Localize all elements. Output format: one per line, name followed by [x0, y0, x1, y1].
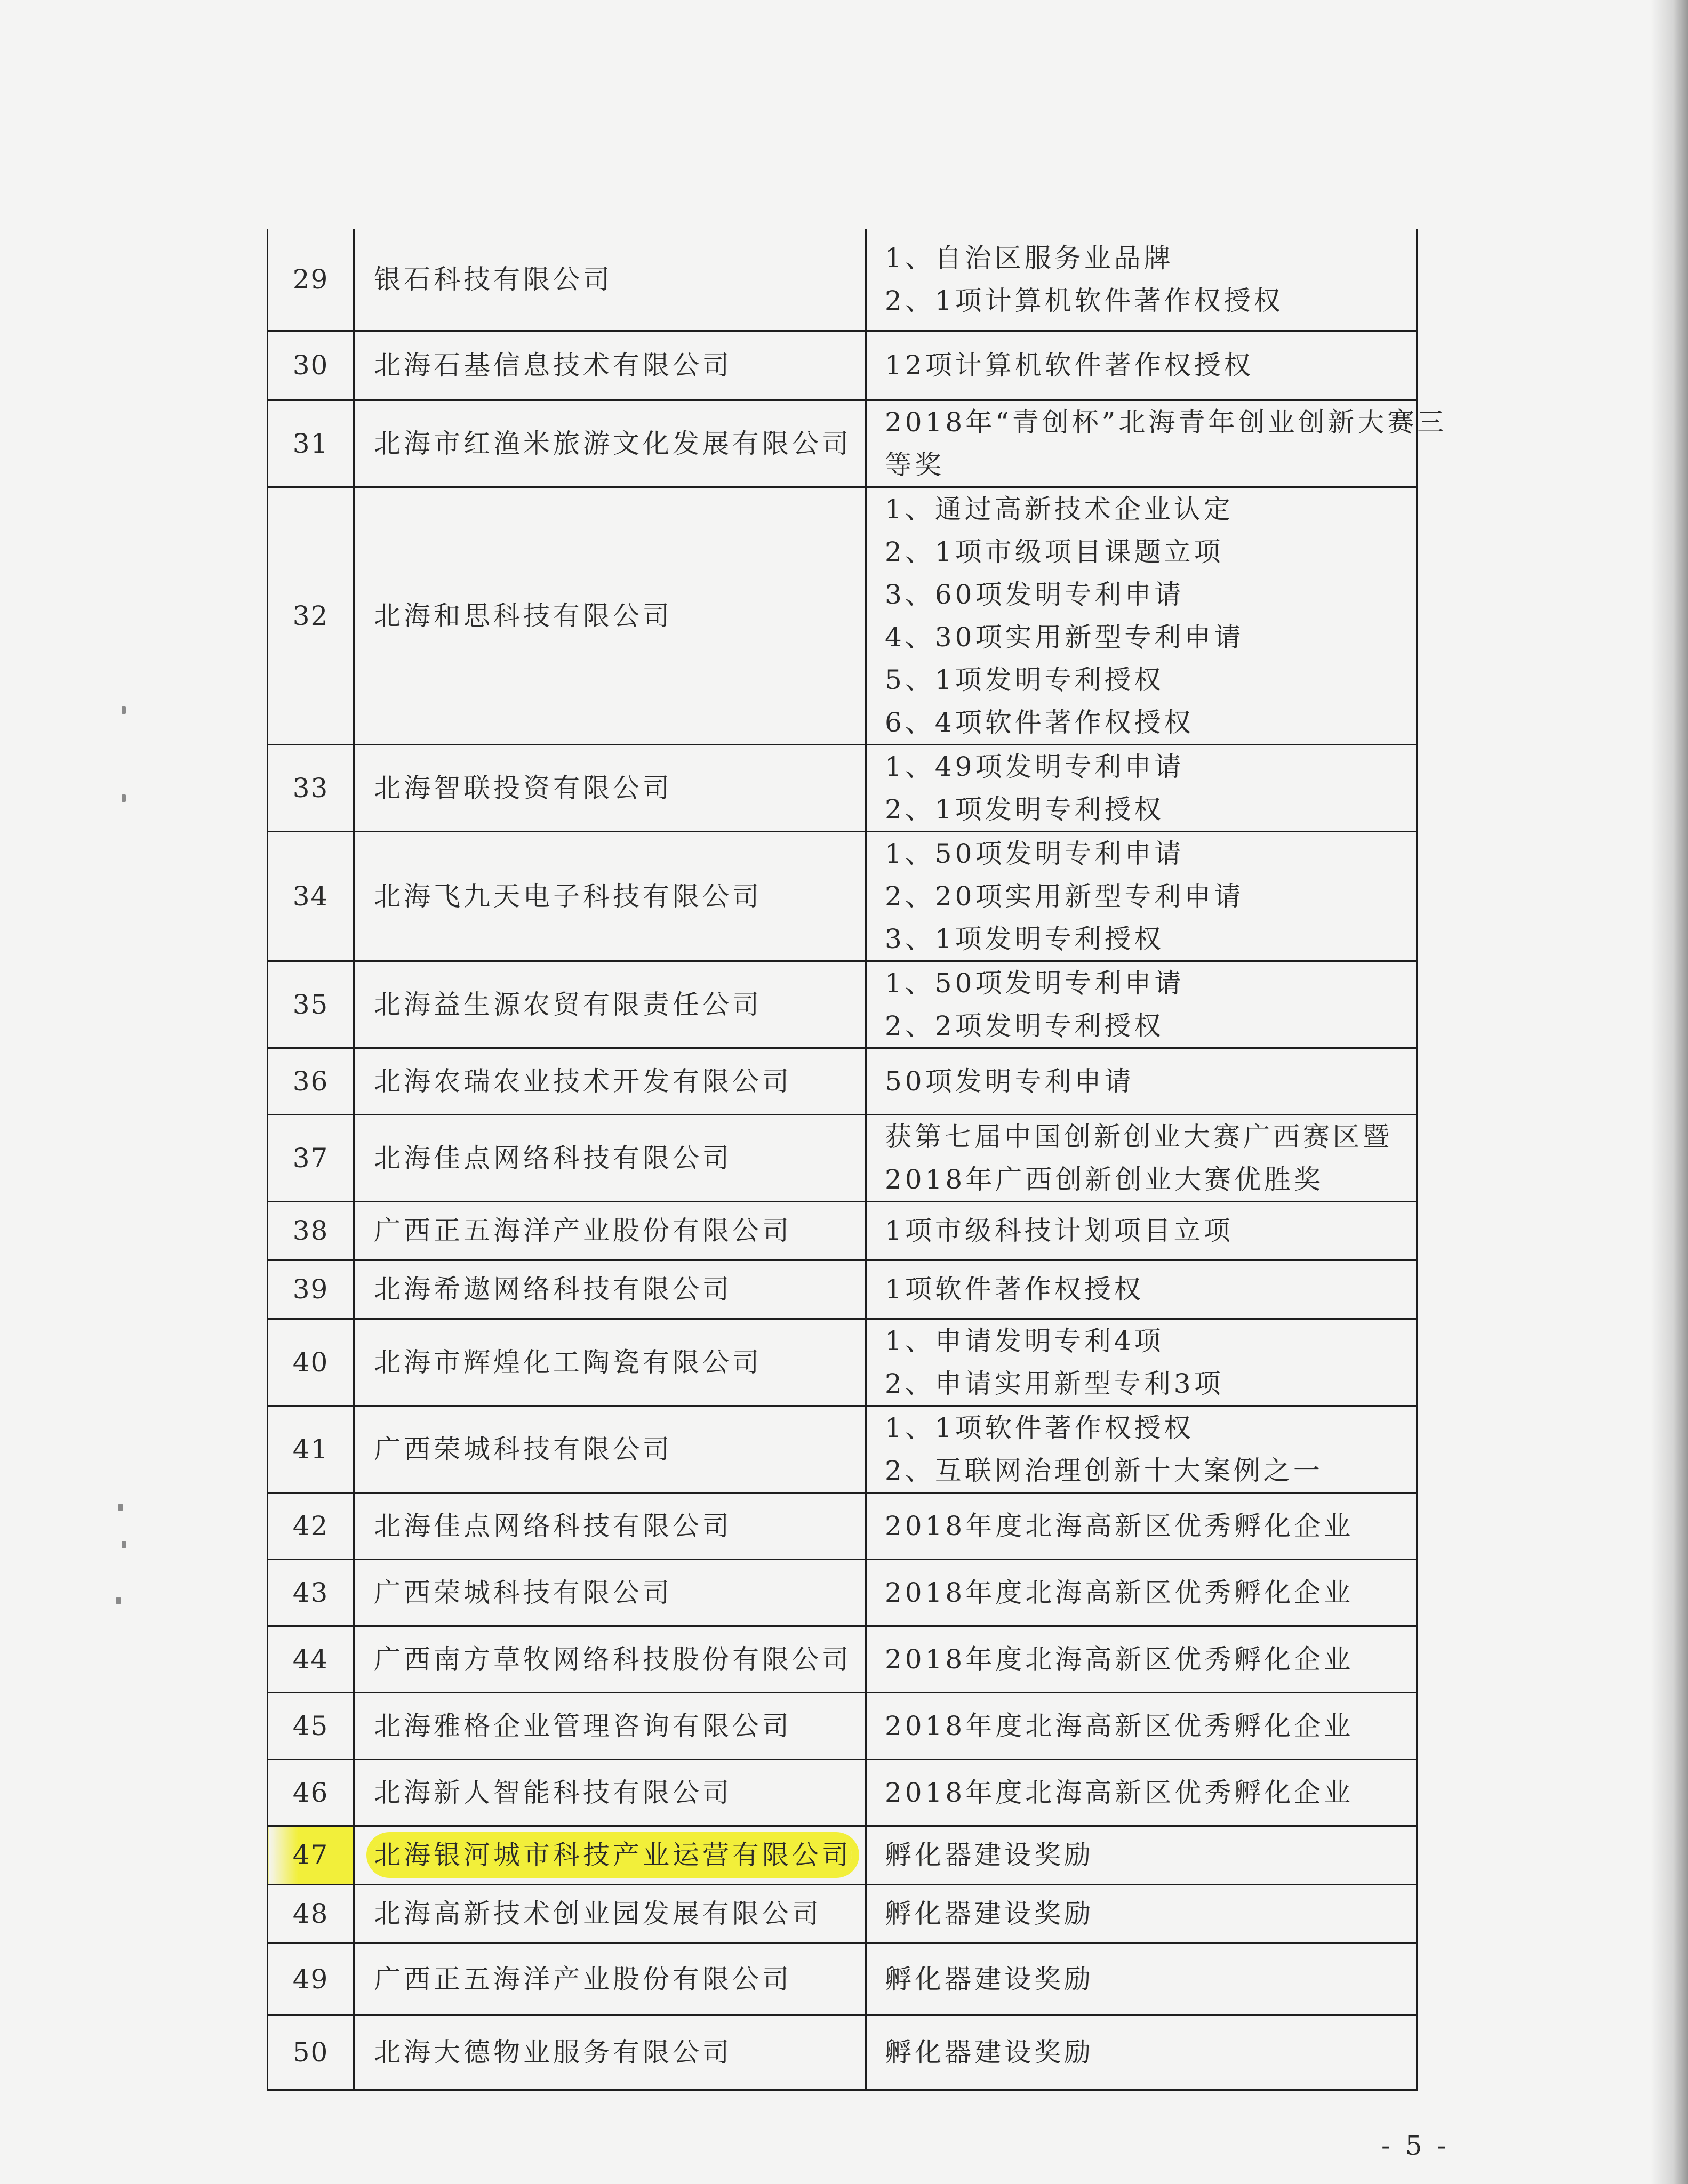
award-cell [866, 1201, 1417, 1260]
row-number: 36 [268, 1048, 354, 1114]
row-number: 49 [268, 1943, 354, 2015]
scan-speck [116, 1597, 121, 1604]
award-line: 1项市级科技计划项目立项 [885, 1215, 1234, 1246]
award-line: 3、1项发明专利授权 [885, 923, 1164, 954]
row-number: 50 [268, 2015, 354, 2090]
award-line: 2018年度北海高新区优秀孵化企业 [885, 1510, 1354, 1541]
award-line: 2、2项发明专利授权 [885, 1010, 1164, 1041]
table-row [268, 1114, 1417, 1201]
table-row [268, 1692, 1417, 1759]
company-name-cell [354, 831, 866, 961]
table-row [268, 1559, 1417, 1626]
company-name-cell [354, 1048, 866, 1114]
row-number: 43 [268, 1559, 354, 1626]
scan-edge-shadow [1651, 0, 1688, 2184]
award-cell [866, 1759, 1417, 1826]
company-name-cell [354, 1826, 866, 1884]
company-name: 北海佳点网络科技有限公司 [374, 1142, 732, 1174]
table-row [268, 1884, 1417, 1943]
table-row [268, 2015, 1417, 2090]
table-row [268, 1201, 1417, 1260]
award-line: 12项计算机软件著作权授权 [885, 350, 1254, 381]
award-cell [866, 487, 1417, 744]
award-cell [866, 1048, 1417, 1114]
award-line: 2、20项实用新型专利申请 [885, 880, 1244, 912]
row-number: 45 [268, 1692, 354, 1759]
award-line: 2018年度北海高新区优秀孵化企业 [885, 1710, 1354, 1741]
table-row [268, 1319, 1417, 1406]
award-line: 5、1项发明专利授权 [885, 664, 1164, 695]
table-row [268, 1759, 1417, 1826]
company-name-cell [354, 744, 866, 831]
company-name-cell [354, 2015, 866, 2090]
company-name-cell [354, 1406, 866, 1492]
company-name-cell [354, 1943, 866, 2015]
table-row [268, 1492, 1417, 1559]
row-number: 33 [268, 744, 354, 831]
award-line: 等奖 [885, 449, 945, 480]
scan-speck [122, 794, 126, 802]
table-row [268, 961, 1417, 1048]
row-number: 48 [268, 1884, 354, 1943]
company-name: 北海智联投资有限公司 [374, 772, 673, 804]
company-name: 银石科技有限公司 [374, 264, 613, 295]
award-line: 2、互联网治理创新十大案例之一 [885, 1455, 1323, 1486]
award-line: 2、1项计算机软件著作权授权 [885, 285, 1284, 317]
company-name-cell [354, 1559, 866, 1626]
award-line: 6、4项软件著作权授权 [885, 706, 1194, 738]
award-cell [866, 1943, 1417, 2015]
award-line: 孵化器建设奖励 [885, 2037, 1094, 2068]
row-number: 34 [268, 831, 354, 961]
company-name: 广西正五海洋产业股份有限公司 [374, 1215, 792, 1246]
company-name: 北海市辉煌化工陶瓷有限公司 [374, 1346, 762, 1378]
company-name: 北海新人智能科技有限公司 [374, 1777, 732, 1808]
award-cell [866, 1692, 1417, 1759]
company-name: 北海大德物业服务有限公司 [374, 2037, 732, 2068]
row-number: 31 [268, 400, 354, 487]
award-cell [866, 1884, 1417, 1943]
award-line: 2、申请实用新型专利3项 [885, 1368, 1224, 1399]
company-name: 广西南方草牧网络科技股份有限公司 [374, 1643, 852, 1675]
award-cell [866, 229, 1417, 331]
company-name: 北海高新技术创业园发展有限公司 [374, 1898, 822, 1929]
row-number: 44 [268, 1626, 354, 1692]
company-name-cell [354, 1759, 866, 1826]
table-row [268, 1260, 1417, 1319]
table-row [268, 487, 1417, 744]
company-name-cell [354, 487, 866, 744]
company-name-cell [354, 1884, 866, 1943]
award-line: 2、1项市级项目课题立项 [885, 536, 1224, 567]
table-row [268, 1943, 1417, 2015]
company-name: 广西荣城科技有限公司 [374, 1433, 673, 1465]
company-name-cell [354, 331, 866, 400]
row-number: 32 [268, 487, 354, 744]
table-row [268, 331, 1417, 400]
award-line: 2018年度北海高新区优秀孵化企业 [885, 1643, 1354, 1675]
scan-speck [122, 1541, 126, 1548]
company-name-cell [354, 1492, 866, 1559]
row-number: 29 [268, 229, 354, 331]
company-name-cell [354, 1692, 866, 1759]
award-cell [866, 331, 1417, 400]
award-line: 1、通过高新技术企业认定 [885, 493, 1234, 525]
award-line: 2018年度北海高新区优秀孵化企业 [885, 1577, 1354, 1608]
table-row [268, 1048, 1417, 1114]
award-cell [866, 400, 1447, 487]
page-number: - 5 - [1381, 2130, 1450, 2161]
award-cell [866, 1626, 1417, 1692]
company-name-cell [354, 1626, 866, 1692]
award-cell [866, 961, 1417, 1048]
company-name: 北海飞九天电子科技有限公司 [374, 880, 762, 912]
award-cell [866, 831, 1417, 961]
award-line: 50项发明专利申请 [885, 1065, 1134, 1097]
award-line: 孵化器建设奖励 [885, 1840, 1094, 1870]
award-cell [866, 2015, 1417, 2090]
table-row [268, 1826, 1417, 1884]
company-name-cell [354, 961, 866, 1048]
row-number: 42 [268, 1492, 354, 1559]
award-line: 1、1项软件著作权授权 [885, 1412, 1194, 1443]
row-number: 35 [268, 961, 354, 1048]
company-name: 北海和思科技有限公司 [374, 600, 673, 631]
row-number: 37 [268, 1114, 354, 1201]
row-number: 41 [268, 1406, 354, 1492]
award-line: 1项软件著作权授权 [885, 1274, 1144, 1305]
row-number: 46 [268, 1759, 354, 1826]
company-name: 广西荣城科技有限公司 [374, 1577, 673, 1608]
award-cell [866, 1406, 1417, 1492]
award-line: 2018年度北海高新区优秀孵化企业 [885, 1777, 1354, 1808]
scan-speck [122, 706, 126, 714]
award-line: 4、30项实用新型专利申请 [885, 621, 1244, 653]
award-line: 2、1项发明专利授权 [885, 793, 1164, 825]
company-name: 北海希遨网络科技有限公司 [374, 1274, 732, 1305]
table-row [268, 229, 1417, 331]
award-cell [866, 1559, 1417, 1626]
company-name: 北海佳点网络科技有限公司 [374, 1510, 732, 1541]
award-line: 孵化器建设奖励 [885, 1898, 1094, 1929]
company-name-cell [354, 229, 866, 331]
award-line: 1、49项发明专利申请 [885, 751, 1185, 782]
row-number: 30 [268, 331, 354, 400]
table-row [268, 1626, 1417, 1692]
award-cell [866, 1260, 1417, 1319]
company-name: 北海农瑞农业技术开发有限公司 [374, 1065, 792, 1097]
row-number: 38 [268, 1201, 354, 1260]
table-row [268, 831, 1417, 961]
company-name-cell [354, 400, 866, 487]
award-cell [866, 1114, 1417, 1201]
award-line: 1、申请发明专利4项 [885, 1325, 1164, 1356]
award-line: 获第七届中国创新创业大赛广西赛区暨 [885, 1121, 1393, 1152]
row-number: 40 [268, 1319, 354, 1406]
award-line: 2018年广西创新创业大赛优胜奖 [885, 1163, 1324, 1195]
row-number: 39 [268, 1260, 354, 1319]
award-cell [866, 1826, 1417, 1884]
award-line: 1、50项发明专利申请 [885, 967, 1185, 999]
company-name-cell [354, 1319, 866, 1406]
company-name: 北海市红渔米旅游文化发展有限公司 [374, 428, 852, 459]
company-name: 北海益生源农贸有限责任公司 [374, 989, 762, 1020]
table-row [268, 744, 1417, 831]
company-name: 北海雅格企业管理咨询有限公司 [374, 1710, 792, 1741]
awards-table [267, 229, 1447, 2091]
company-name: 广西正五海洋产业股份有限公司 [374, 1963, 792, 1995]
award-line: 1、自治区服务业品牌 [885, 243, 1174, 274]
award-line: 2018年“青创杯”北海青年创业创新大赛三 [885, 406, 1447, 438]
company-name-cell [354, 1201, 866, 1260]
award-line: 1、50项发明专利申请 [885, 838, 1185, 869]
company-name: 北海石基信息技术有限公司 [374, 350, 732, 381]
award-cell [866, 1319, 1417, 1406]
award-line: 3、60项发明专利申请 [885, 579, 1185, 610]
company-name-cell [354, 1114, 866, 1201]
company-name-cell [354, 1260, 866, 1319]
award-cell [866, 744, 1417, 831]
table-row [268, 1406, 1417, 1492]
scan-speck [118, 1504, 123, 1511]
row-number: 47 [268, 1826, 354, 1884]
table-row [268, 400, 1417, 487]
award-line: 孵化器建设奖励 [885, 1963, 1094, 1995]
award-cell [866, 1492, 1417, 1559]
highlighted-company-name: 北海银河城市科技产业运营有限公司 [374, 1840, 852, 1870]
